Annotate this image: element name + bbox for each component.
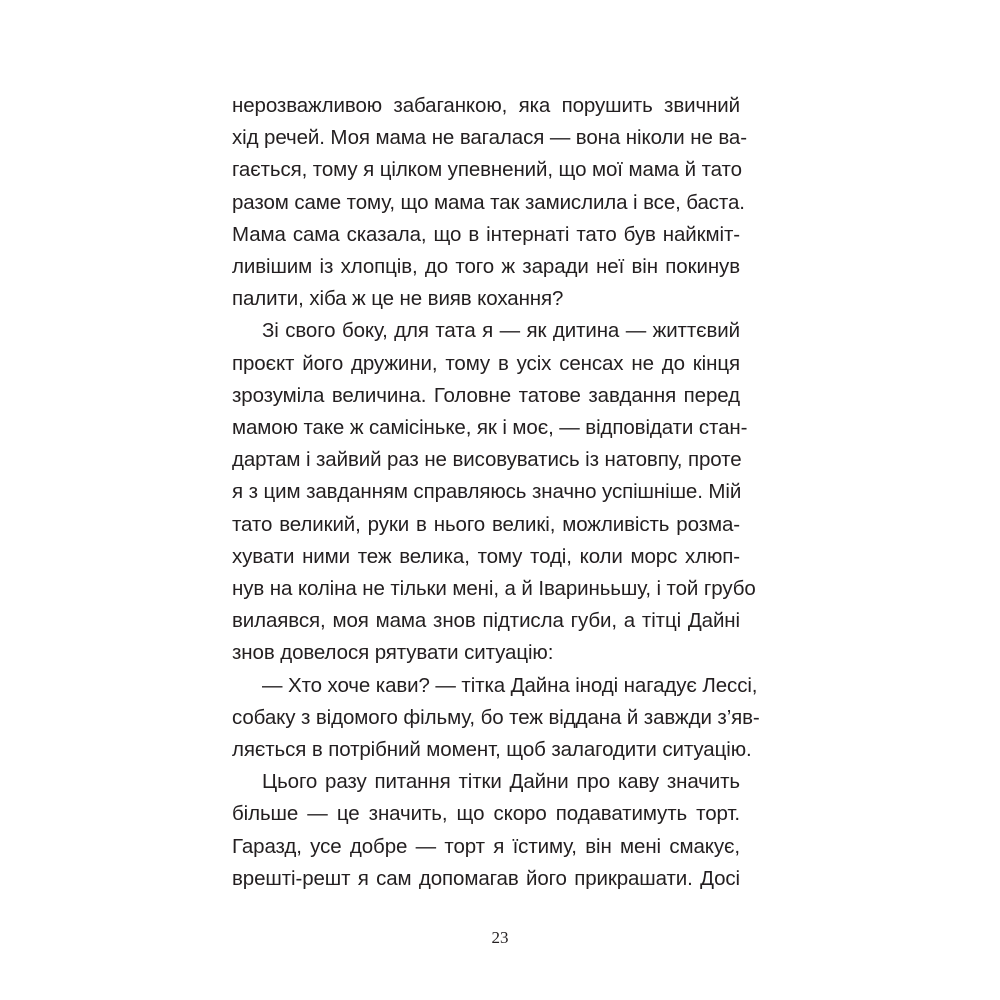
text-line: — Хто хоче кави? — тітка Дайна іноді нагадує Лессі, xyxy=(262,673,758,697)
text-line: Зі свого боку, для тата я — як дитина — життєвий xyxy=(262,319,740,343)
text-line: мамою таке ж самісіньке, як і моє, — відповідати стан- xyxy=(232,416,748,439)
text-line: собаку з відомого фільму, бо теж віддана й завжди з’яв- xyxy=(232,705,760,729)
text-line: разом саме тому, що мама так замислила і все, баста. xyxy=(232,190,745,214)
text-line: ливішим із хлопців, до того ж заради неї він покинув xyxy=(232,255,740,278)
text-line: хід речей. Моя мама не вагалася — вона ніколи не ва- xyxy=(232,126,747,150)
text-line: нув на коліна не тільки мені, а й Іваринььшу, і той грубо xyxy=(232,577,756,600)
text-line: вилаявся, моя мама знов підтисла губи, а тітці Дайні xyxy=(232,609,740,633)
text-line: я з цим завданням справляюсь значно успішніше. Мій xyxy=(232,480,742,504)
text-line: ляється в потрібний момент, щоб залагодити ситуацію. xyxy=(232,738,752,761)
page-number: 23 xyxy=(491,928,509,947)
text-line: більше — це значить, що скоро подаватимуть торт. xyxy=(232,802,740,826)
text-line: знов довелося рятувати ситуацію: xyxy=(232,641,554,665)
text-line: проєкт його дружини, тому в усіх сенсах не до кінця xyxy=(232,351,740,375)
text-line: Гаразд, усе добре — торт я їстиму, він мені смакує, xyxy=(232,834,740,858)
text-line: Мама сама сказала, що в інтернаті тато був найкміт- xyxy=(232,222,740,246)
text-line: палити, хіба ж це не вияв кохання? xyxy=(232,287,564,311)
text-line: Цього разу питання тітки Дайни про каву значить xyxy=(262,770,740,794)
text-line: хувати ними теж велика, тому тоді, коли морс хлюп- xyxy=(232,544,740,568)
text-line: врешті-решт я сам допомагав його прикрашати. Досі xyxy=(232,866,740,890)
text-line: дартам і зайвий раз не висовуватись із натовпу, проте xyxy=(232,448,742,472)
text-line: тато великий, руки в нього великі, можливість розма- xyxy=(232,512,740,536)
text-line: гається, тому я цілком упевнений, що мої мама й тато xyxy=(232,158,742,182)
text-line: зрозуміла величина. Головне татове завдання перед xyxy=(232,383,740,407)
text-line: нерозважливою забаганкою, яка порушить звичний xyxy=(232,94,740,117)
